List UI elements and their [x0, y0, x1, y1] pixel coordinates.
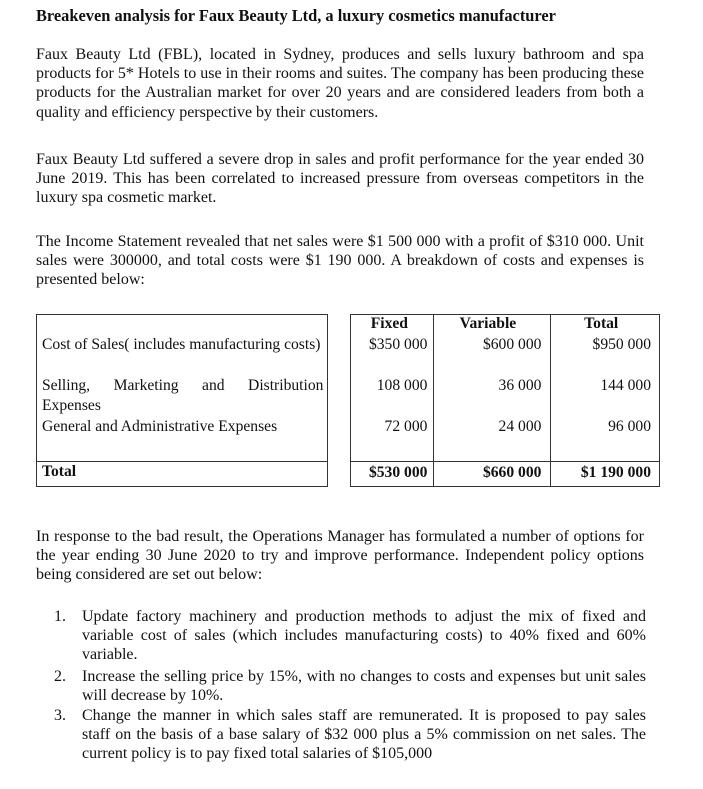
- header-variable: Variable: [434, 315, 551, 336]
- list-number: 1.: [54, 608, 66, 625]
- cost-breakdown-table: [36, 314, 660, 487]
- header-fixed: Fixed: [351, 315, 434, 336]
- option-text: Increase the selling price by 15%, with no changes to costs and expenses but unit sales will decrease by 10%.: [82, 667, 646, 704]
- cell-total: 96 000: [551, 417, 660, 462]
- table-row: [37, 376, 660, 417]
- cell-fixed: $350 000: [351, 335, 434, 376]
- income-statement-paragraph: The Income Statement revealed that net sales were $1 500 000 with a profit of $310 000. Unit sales were 300000, and total costs were $1 190 000. A breakdown of costs and expenses is presented below:: [36, 233, 644, 289]
- list-number: 2.: [54, 667, 66, 685]
- table-total-row: [37, 462, 660, 487]
- cell-total: 144 000: [551, 376, 660, 417]
- total-total: $1 190 000: [551, 462, 660, 487]
- cell-total: $950 000: [551, 335, 660, 376]
- header-total: Total: [551, 315, 660, 336]
- header-blank-cell: [37, 315, 328, 336]
- option-text: Update factory machinery and production methods to adjust the mix of fixed and variable cost of sales (which includes manufacturing costs) to 40% fixed and 60% variable.: [82, 608, 646, 664]
- total-label: Total: [37, 462, 328, 487]
- list-number: 3.: [54, 707, 66, 725]
- table-row: [37, 335, 660, 376]
- cell-variable: $600 000: [434, 335, 551, 376]
- cell-variable: 36 000: [434, 376, 551, 417]
- intro-paragraph: Faux Beauty Ltd (FBL), located in Sydney, produces and sells luxury bathroom and spa products for 5* Hotels to use in their rooms and suites. The company has been producing these products for the Australian market for over 20 years and are considered leaders from both a quality and efficiency perspective by their customers.: [36, 46, 644, 121]
- total-fixed: $530 000: [351, 462, 434, 487]
- sales-drop-paragraph: Faux Beauty Ltd suffered a severe drop in sales and profit performance for the year ended 30 June 2019. This has been correlated to increased pressure from overseas competitors in the luxury spa cosmetic market.: [36, 151, 644, 207]
- cell-variable: 24 000: [434, 417, 551, 462]
- total-variable: $660 000: [434, 462, 551, 487]
- document-title: Breakeven analysis for Faux Beauty Ltd, a luxury cosmetics manufacturer: [36, 6, 556, 25]
- table-row: [37, 417, 660, 462]
- cell-fixed: 72 000: [351, 417, 434, 462]
- list-item: [36, 607, 646, 665]
- list-item: [36, 706, 646, 764]
- row-label: Cost of Sales( includes manufacturing costs): [37, 335, 328, 376]
- table-header-row: [37, 315, 660, 336]
- list-item: [36, 667, 646, 705]
- options-intro-paragraph: In response to the bad result, the Operations Manager has formulated a number of options for the year ending 30 June 2020 to try and improve performance. Independent policy options being considered are set out below:: [36, 528, 644, 584]
- row-label: General and Administrative Expenses: [37, 417, 328, 462]
- option-text: Change the manner in which sales staff are remunerated. It is proposed to pay sales staff on the basis of a base salary of $32 000 plus a 5% commission on net sales. The current policy is to pay fixed total salaries of $105,000: [82, 707, 646, 763]
- cell-fixed: 108 000: [351, 376, 434, 417]
- policy-options-list: [36, 607, 646, 764]
- row-label: Selling, Marketing and Distribution Expenses: [37, 376, 328, 417]
